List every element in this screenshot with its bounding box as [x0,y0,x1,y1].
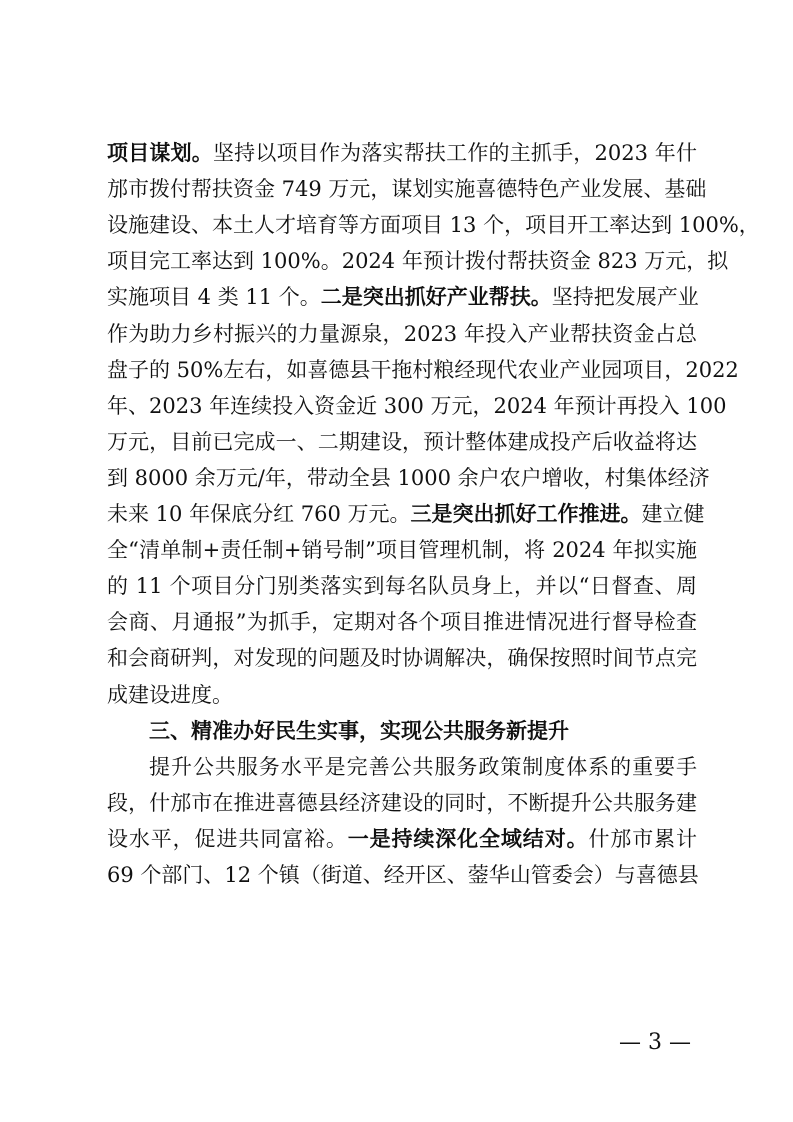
text-run: 万元，目前已完成一、二期建设，预计整体建成投产后收益将达 [107,429,697,454]
text-line [107,607,697,637]
text-run: 项目完工率达到 100%。2024 年预计拨付帮扶资金 823 万元，拟 [107,249,729,274]
text-line [107,824,697,854]
text-line [107,319,697,349]
text-run: 提升公共服务水平是完善公共服务政策制度体系的重要手 [149,754,697,779]
text-line [149,752,697,782]
bold-phrase: 三是突出抓好工作推进。 [410,501,642,526]
text-line [107,282,697,312]
text-line [107,499,705,529]
text-line [107,174,707,204]
text-run: 段，什邡市在推进喜德县经济建设的同时，不断提升公共服务建 [107,790,697,815]
text-line [107,138,697,168]
text-line [107,246,729,276]
heading-text: 三、精准办好民生实事，实现公共服务新提升 [149,718,569,743]
page-number: — 3 — [619,1030,691,1055]
text-run: 未来 10 年保底分红 760 万元。 [107,502,411,526]
bold-phrase: 项目谋划。 [107,140,213,165]
text-line [107,643,697,673]
text-run: 设水平，促进共同富裕。 [107,826,348,851]
bold-phrase: 二是突出抓好产业帮扶。 [320,284,552,310]
text-line [107,210,760,240]
section-heading [149,716,697,746]
text-run: 到 8000 余万元/年，带动全县 1000 余户农户增收，村集体经济 [107,465,710,490]
text-line [107,535,697,565]
text-line [107,860,697,890]
text-run: 全“清单制+责任制+销号制”项目管理机制，将 2024 年拟实施 [107,538,697,563]
text-run: 坚持以项目作为落实帮扶工作的主抓手，2023 年什 [212,141,698,165]
text-line [107,391,727,421]
text-line [107,680,697,710]
bold-phrase: 一是持续深化全域结对。 [347,825,589,851]
text-run: 年、2023 年连续投入资金近 300 万元，2024 年预计再投入 100 [107,393,727,418]
text-run: 和会商研判，对发现的问题及时协调解决，确保按照时间节点完 [107,646,697,671]
text-run: 作为助力乡村振兴的力量源泉，2023 年投入产业帮扶资金占总 [107,321,697,346]
text-run: 什邡市累计 [588,826,698,851]
text-run: 设施建设、本土人才培育等方面项目 13 个，项目开工率达到 100%， [107,213,760,238]
text-run: 邡市拨付帮扶资金 749 万元，谋划实施喜德特色产业发展、基础 [107,177,707,202]
text-run: 的 11 个项目分门别类落实到每名队员身上，并以“日督查、周 [107,574,697,599]
text-run: 坚持把发展产业 [551,285,699,310]
text-line [107,788,697,818]
text-run: 成建设进度。 [107,682,233,707]
text-line [107,427,697,457]
text-run: 实施项目 4 类 11 个。 [107,285,321,310]
text-line [107,463,710,493]
text-line [107,355,739,385]
text-run: 盘子的 50%左右，如喜德县干拖村粮经现代农业产业园项目，2022 [107,357,739,382]
text-run: 会商、月通报”为抓手，定期对各个项目推进情况进行督导检查 [107,610,697,635]
text-run: 69 个部门、12 个镇（街道、经开区、蓥华山管委会）与喜德县 [107,863,699,887]
text-run: 建立健 [641,502,705,526]
text-line [107,571,697,601]
